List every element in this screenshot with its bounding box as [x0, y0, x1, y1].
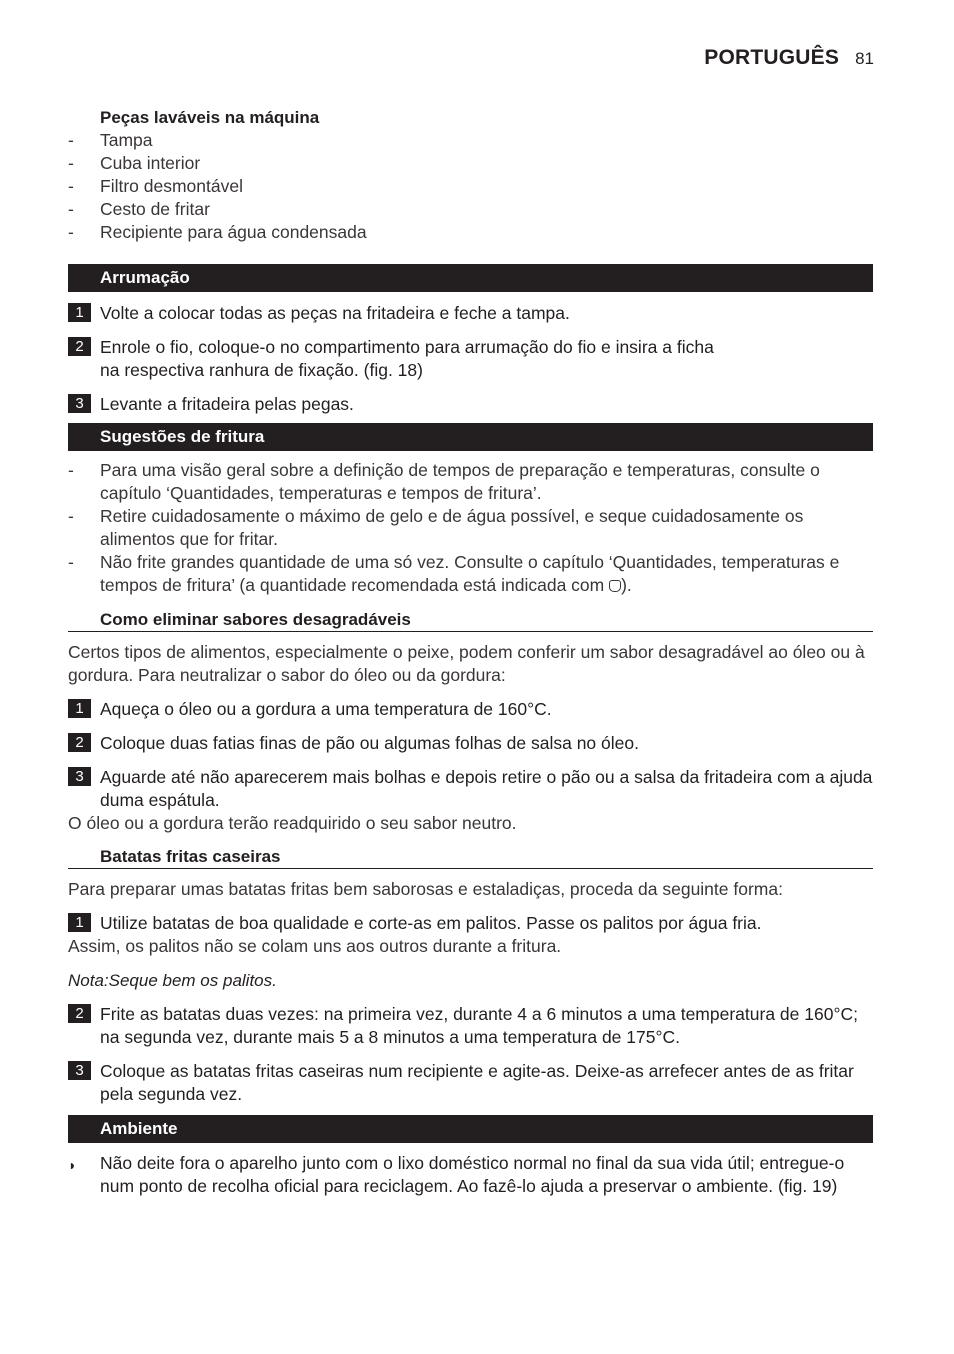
odors-title: Como eliminar sabores desagradáveis [68, 608, 873, 632]
storage-step-2: 2 Enrole o fio, coloque-o no compartimento para arrumação do fio e insira a ficha na respectiva ranhura de fixação. (fig. 18) [68, 336, 873, 382]
storage-section-bar: Arrumação [68, 264, 873, 292]
washable-parts-title: Peças laváveis na máquina [100, 108, 320, 127]
fries-step-2: 2 Frite as batatas duas vezes: na primeira vez, durante 4 a 6 minutos a uma temperatura de 160°C; na segunda vez, durante mais 5 a 8 minutos a uma temperatura de 175°C. [68, 1003, 873, 1049]
language-label: PORTUGUÊS [704, 46, 840, 69]
frying-tips-section-bar: Sugestões de fritura [68, 423, 873, 451]
step-number: 2 [68, 733, 91, 752]
list-item: - Recipiente para água condensada [68, 222, 367, 242]
fries-note: Nota:Seque bem os palitos. [68, 971, 277, 990]
page-content [68, 106, 873, 1198]
odors-step-2: 2 Coloque duas fatias finas de pão ou algumas folhas de salsa no óleo. [68, 732, 873, 755]
washable-parts-list [68, 129, 873, 244]
list-item: - Retire cuidadosamente o máximo de gelo e de água possível, e seque cuidadosamente os alimentos que for fritar. [68, 506, 804, 549]
bullet-icon: ◗ [68, 1157, 77, 1173]
odors-intro: Certos tipos de alimentos, especialmente o peixe, podem conferir um sabor desagradável ao óleo ou à gordura. Para neutralizar o sabor do óleo ou da gordura: [68, 642, 865, 685]
frying-tips-list [68, 459, 873, 597]
storage-step-3: 3 Levante a fritadeira pelas pegas. [68, 393, 873, 416]
step-number: 1 [68, 913, 91, 932]
odors-step-1: 1 Aqueça o óleo ou a gordura a uma temperatura de 160°C. [68, 698, 873, 721]
environment-item: ◗ Não deite fora o aparelho junto com o lixo doméstico normal no final da sua vida útil; entregue-o num ponto de recolha oficial para reciclagem. Ao fazê-lo ajuda a preservar o ambiente. (fig. 19) [68, 1153, 845, 1196]
list-item: - Para uma visão geral sobre a definição de tempos de preparação e temperaturas, consulte o capítulo ‘Quantidades, temperaturas e tempos de fritura’. [68, 460, 820, 503]
list-item: - Cesto de fritar [68, 199, 210, 219]
fries-intro: Para preparar umas batatas fritas bem saborosas e estaladiças, proceda da seguinte forma: [68, 879, 783, 899]
step-number: 3 [68, 767, 91, 786]
environment-section-bar: Ambiente [68, 1115, 873, 1143]
fryer-quantity-icon [609, 580, 621, 592]
step-number: 1 [68, 699, 91, 718]
step-number: 2 [68, 337, 91, 356]
list-item: - Não frite grandes quantidade de uma só vez. Consulte o capítulo ‘Quantidades, temperaturas e tempos de fritura’ (a quantidade recomendada está indicada com ). [68, 552, 840, 595]
odors-result: O óleo ou a gordura terão readquirido o seu sabor neutro. [68, 813, 517, 833]
step-number: 3 [68, 1061, 91, 1080]
list-item: - Filtro desmontável [68, 176, 243, 196]
odors-step-3: 3 Aguarde até não aparecerem mais bolhas e depois retire o pão ou a salsa da fritadeira com a ajuda duma espátula. [68, 766, 873, 812]
storage-step-1: 1 Volte a colocar todas as peças na fritadeira e feche a tampa. [68, 302, 873, 325]
fries-step-3: 3 Coloque as batatas fritas caseiras num recipiente e agite-as. Deixe-as arrefecer antes de as fritar pela segunda vez. [68, 1060, 873, 1106]
list-item: - Cuba interior [68, 153, 201, 173]
step-number: 2 [68, 1004, 91, 1023]
page-number: 81 [855, 49, 874, 68]
page-header [704, 46, 874, 70]
fries-title: Batatas fritas caseiras [68, 845, 873, 869]
step-number: 1 [68, 303, 91, 322]
list-item: - Tampa [68, 130, 153, 150]
step-number: 3 [68, 394, 91, 413]
fries-step-1-followup: Assim, os palitos não se colam uns aos outros durante a fritura. [68, 936, 562, 956]
fries-step-1: 1 Utilize batatas de boa qualidade e corte-as em palitos. Passe os palitos por água fria. [68, 912, 873, 935]
